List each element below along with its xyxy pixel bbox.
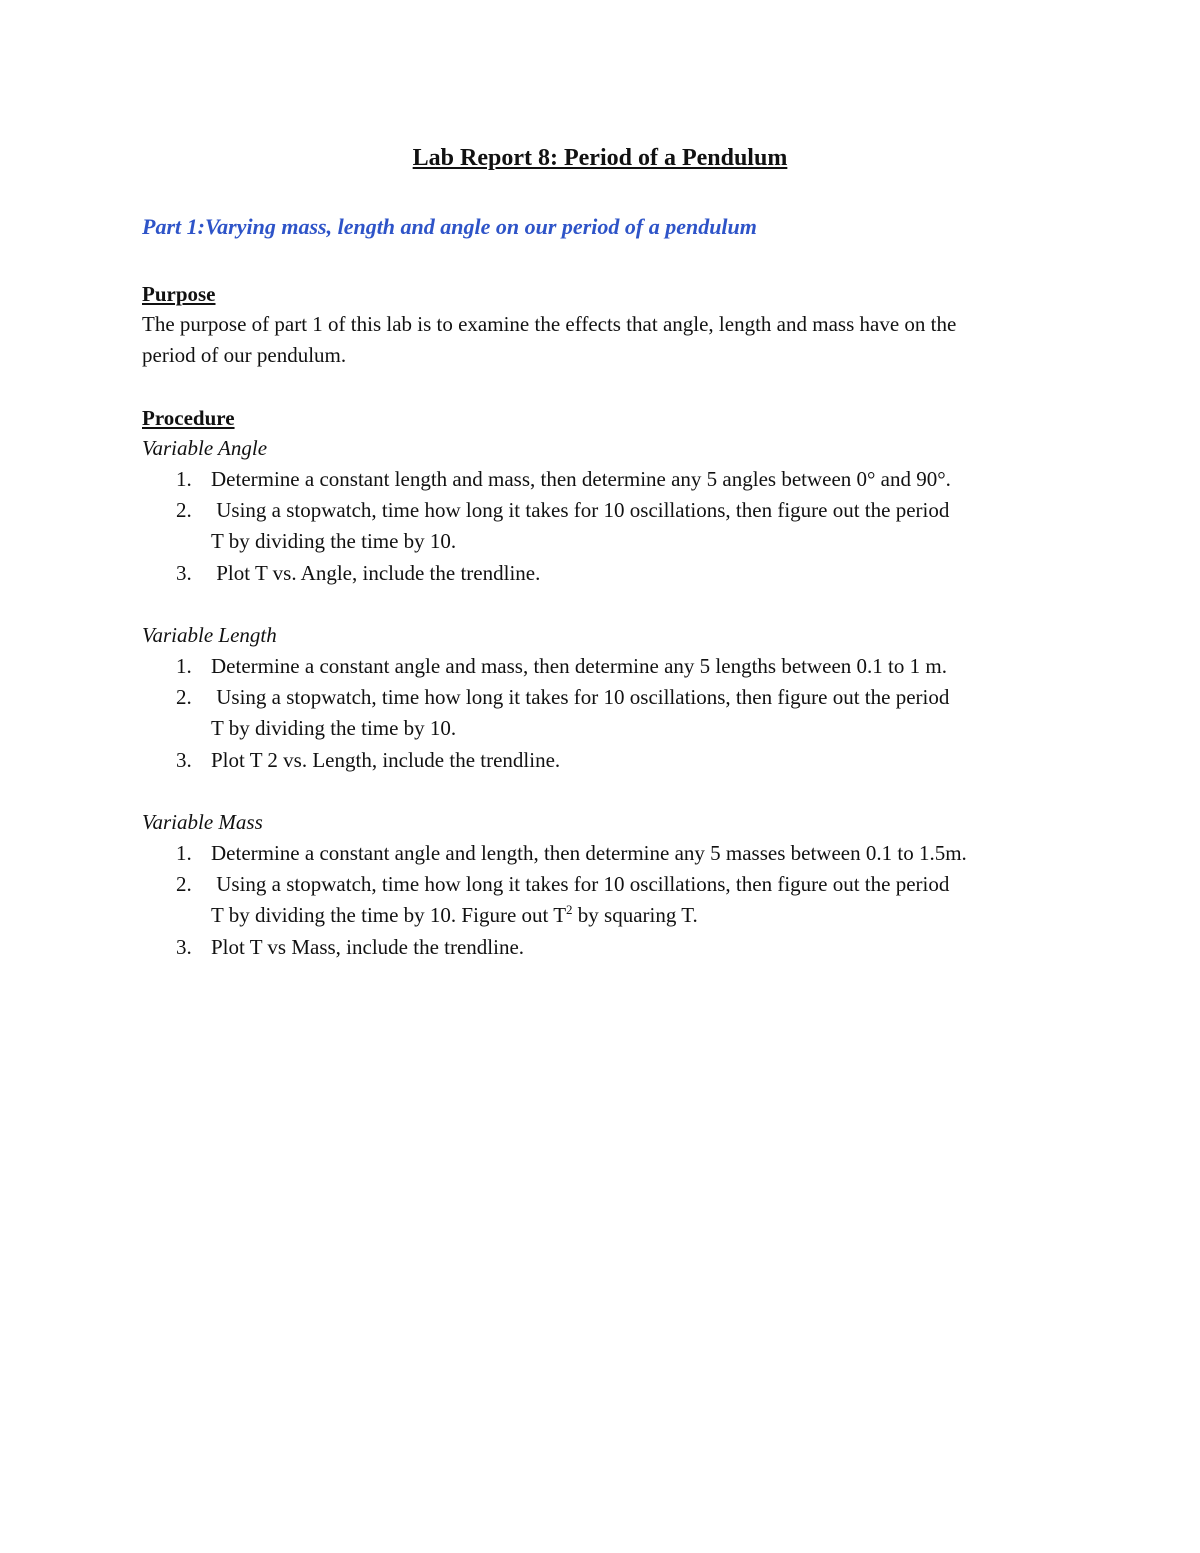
list-item-text-continued: T by dividing the time by 10.	[211, 529, 457, 553]
list-item-text: Plot T vs. Angle, include the trendline.	[211, 561, 541, 585]
list-item	[142, 682, 1062, 744]
purpose-heading: Purpose	[142, 282, 216, 306]
list-item-text-continued	[211, 900, 1062, 931]
variable-mass-label: Variable Mass	[142, 810, 263, 834]
procedure-heading: Procedure	[142, 406, 235, 430]
variable-length-label: Variable Length	[142, 623, 277, 647]
list-item-text: Determine a constant angle and length, then determine any 5 masses between 0.1 to 1.5m.	[211, 841, 967, 865]
list-item	[142, 495, 1062, 557]
list-item	[142, 745, 1062, 776]
document-title: Lab Report 8: Period of a Pendulum	[412, 145, 788, 171]
list-item-number: 3.	[176, 935, 192, 959]
list-item-number: 3.	[176, 748, 192, 772]
list-item-number: 2.	[176, 685, 192, 709]
part1-heading: Part 1:Varying mass, length and angle on our period of a pendulum	[142, 214, 757, 239]
list-item-text: Determine a constant angle and mass, then determine any 5 lengths between 0.1 to 1 m.	[211, 654, 947, 678]
list-item-number: 1.	[176, 654, 192, 678]
variable-angle-label: Variable Angle	[142, 436, 268, 460]
list-item-number: 1.	[176, 467, 192, 491]
list-item-number: 2.	[176, 498, 192, 522]
purpose-text-line2: period of our pendulum.	[142, 343, 347, 367]
superscript-exponent: 2	[566, 902, 573, 917]
list-item	[142, 558, 1062, 589]
list-item-text: Using a stopwatch, time how long it takes for 10 oscillations, then figure out the period	[211, 872, 950, 896]
list-item-number: 2.	[176, 872, 192, 896]
list-item-text-continued: T by dividing the time by 10.	[211, 716, 457, 740]
list-item-number: 1.	[176, 841, 192, 865]
list-item-text: Using a stopwatch, time how long it takes for 10 oscillations, then figure out the period	[211, 498, 950, 522]
list-item-text: Plot T vs Mass, include the trendline.	[211, 935, 525, 959]
list-item-text: Determine a constant length and mass, then determine any 5 angles between 0° and 90°.	[211, 467, 951, 491]
list-item	[142, 838, 1062, 869]
text-segment: by squaring T.	[572, 903, 698, 927]
text-segment: T by dividing the time by 10. Figure out T	[211, 903, 567, 927]
list-item-text: Plot T 2 vs. Length, include the trendline.	[211, 748, 561, 772]
list-item	[142, 464, 1062, 495]
purpose-text-line1: The purpose of part 1 of this lab is to examine the effects that angle, length and mass have on the	[142, 312, 957, 336]
list-item	[142, 932, 1062, 963]
list-item-text: Using a stopwatch, time how long it takes for 10 oscillations, then figure out the period	[211, 685, 950, 709]
list-item	[142, 651, 1062, 682]
list-item	[142, 869, 1062, 931]
list-item-number: 3.	[176, 561, 192, 585]
